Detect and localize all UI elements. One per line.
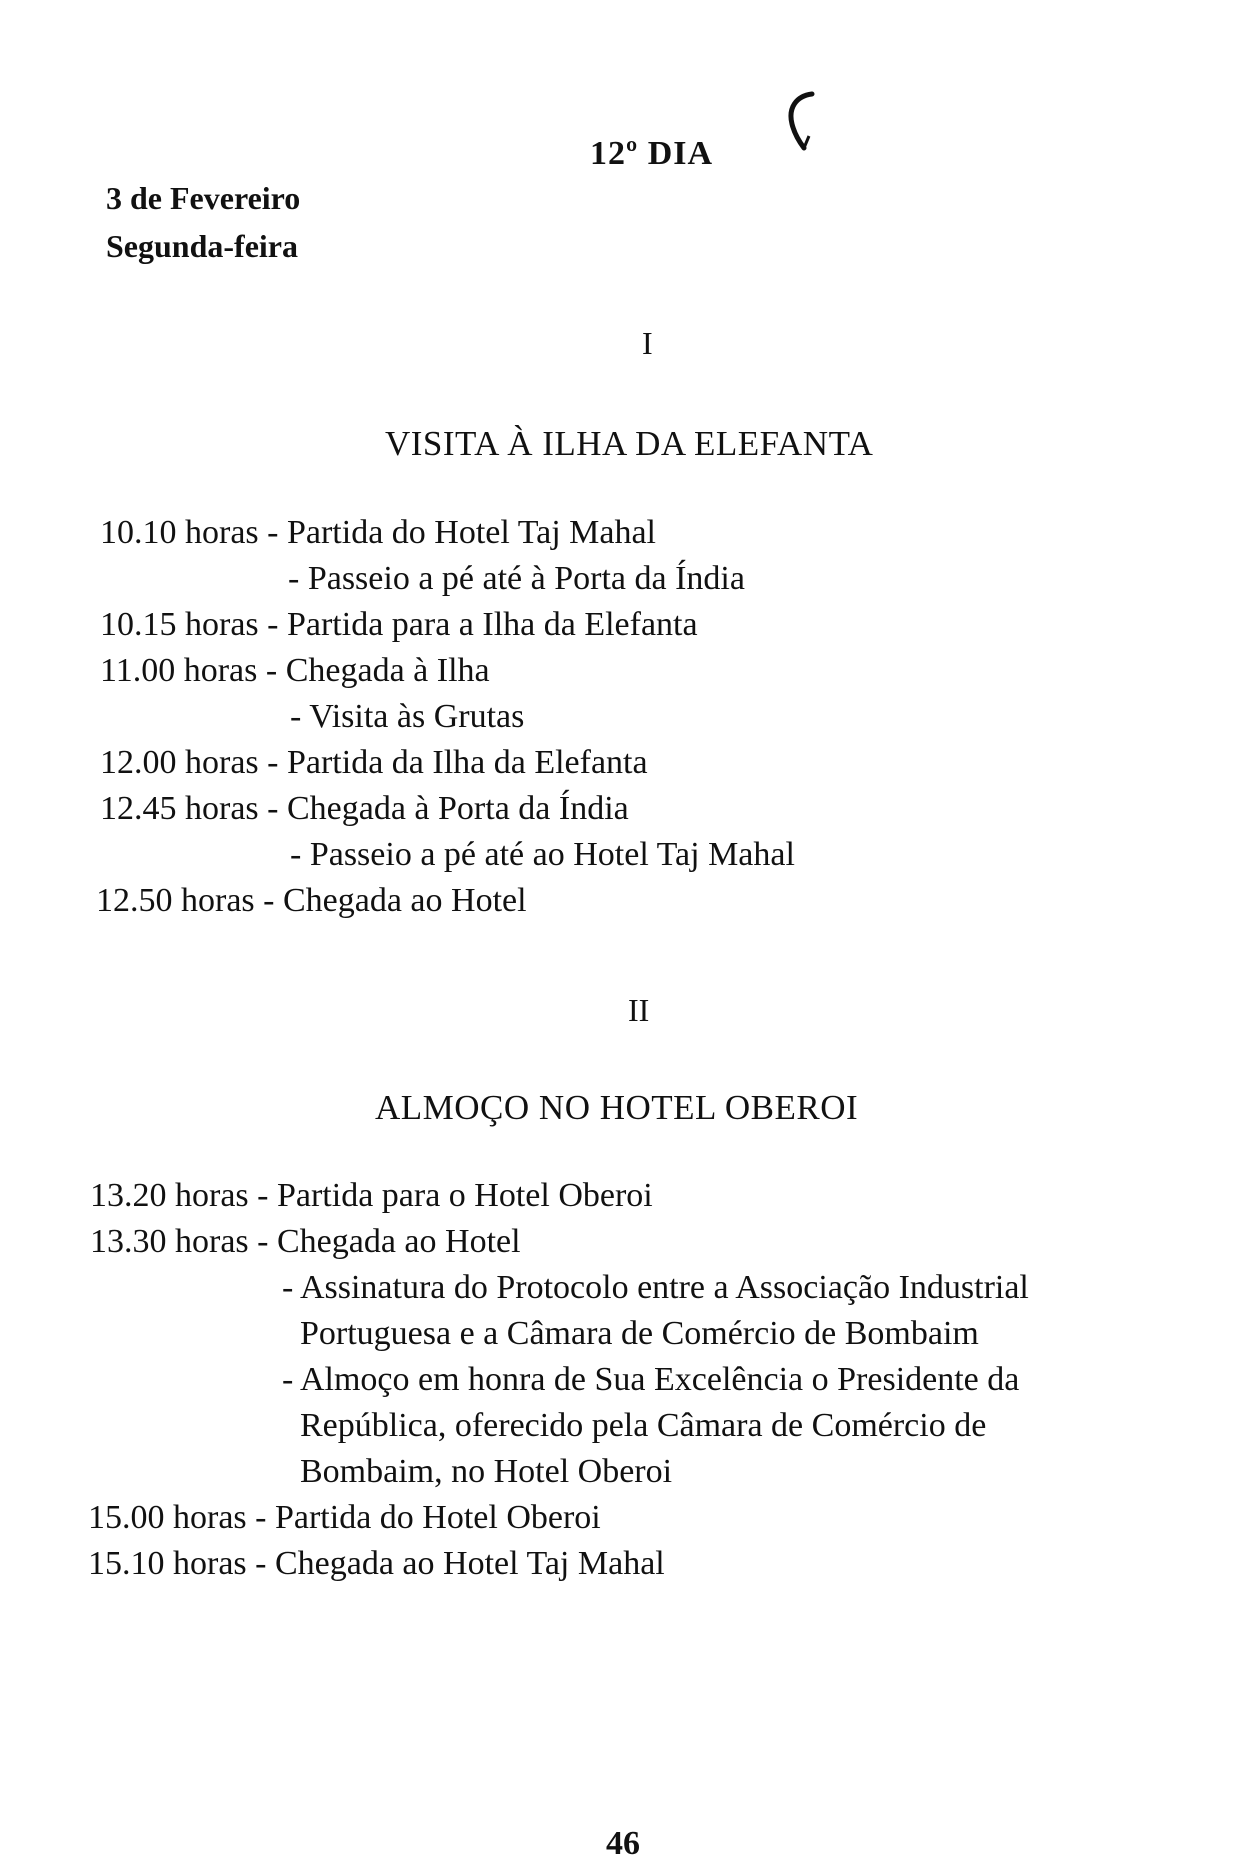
row-text: - Partida para a Ilha da Elefanta <box>267 606 698 643</box>
row-text: - Partida do Hotel Oberoi <box>255 1499 601 1536</box>
schedule-row <box>96 878 527 924</box>
row-text: - Chegada à Porta da Índia <box>267 790 629 827</box>
schedule-row <box>282 1357 1019 1403</box>
row-text: - Assinatura do Protocolo entre a Associação Industrial <box>282 1269 1029 1306</box>
row-time: 11.00 horas <box>100 652 258 689</box>
section-numeral: I <box>642 325 653 361</box>
row-time: 12.50 horas <box>96 882 255 919</box>
row-text: República, oferecido pela Câmara de Comércio de <box>300 1407 987 1444</box>
date: 3 de Fevereiro <box>106 180 301 216</box>
schedule-row <box>100 740 648 786</box>
schedule-row <box>290 832 795 878</box>
day-title: 12º DIA <box>590 135 714 172</box>
schedule-row <box>100 786 629 832</box>
schedule-row <box>300 1449 672 1495</box>
row-time: 13.30 horas <box>90 1223 249 1260</box>
row-text: - Chegada à Ilha <box>265 652 490 689</box>
row-text: - Partida do Hotel Taj Mahal <box>267 514 656 551</box>
schedule-row <box>288 556 745 602</box>
row-text: Portuguesa e a Câmara de Comércio de Bombaim <box>300 1315 979 1352</box>
section-heading: VISITA À ILHA DA ELEFANTA <box>385 424 874 463</box>
schedule-row <box>300 1403 986 1449</box>
row-text: - Visita às Grutas <box>290 698 525 735</box>
row-time: 10.15 horas <box>100 606 259 643</box>
row-text: - Chegada ao Hotel Taj Mahal <box>255 1545 665 1582</box>
row-text: Bombaim, no Hotel Oberoi <box>300 1453 673 1490</box>
row-time: 12.45 horas <box>100 790 259 827</box>
row-time: 15.00 horas <box>88 1499 247 1536</box>
weekday: Segunda-feira <box>106 228 298 264</box>
schedule-row <box>100 648 490 694</box>
row-text: - Partida da Ilha da Elefanta <box>267 744 648 781</box>
row-text: - Passeio a pé até à Porta da Índia <box>288 560 745 597</box>
row-time: 15.10 horas <box>88 1545 247 1582</box>
section-heading: ALMOÇO NO HOTEL OBEROI <box>375 1088 859 1127</box>
schedule-row <box>290 694 524 740</box>
row-text: - Chegada ao Hotel <box>263 882 527 919</box>
row-text: - Passeio a pé até ao Hotel Taj Mahal <box>290 836 795 873</box>
schedule-row <box>88 1495 601 1541</box>
page-number: 46 <box>606 1825 640 1862</box>
row-time: 10.10 horas <box>100 514 259 551</box>
corner-mark-icon <box>782 90 822 160</box>
schedule-row <box>90 1173 653 1219</box>
row-time: 12.00 horas <box>100 744 259 781</box>
section-numeral: II <box>628 992 650 1028</box>
row-text: - Chegada ao Hotel <box>257 1223 521 1260</box>
schedule-row <box>300 1311 979 1357</box>
row-text: - Almoço em honra de Sua Excelência o Presidente da <box>282 1361 1020 1398</box>
schedule-row <box>282 1265 1029 1311</box>
schedule-row <box>88 1541 665 1587</box>
row-text: - Partida para o Hotel Oberoi <box>257 1177 653 1214</box>
row-time: 13.20 horas <box>90 1177 249 1214</box>
schedule-row <box>100 602 698 648</box>
schedule-row <box>90 1219 521 1265</box>
schedule-row <box>100 510 656 556</box>
